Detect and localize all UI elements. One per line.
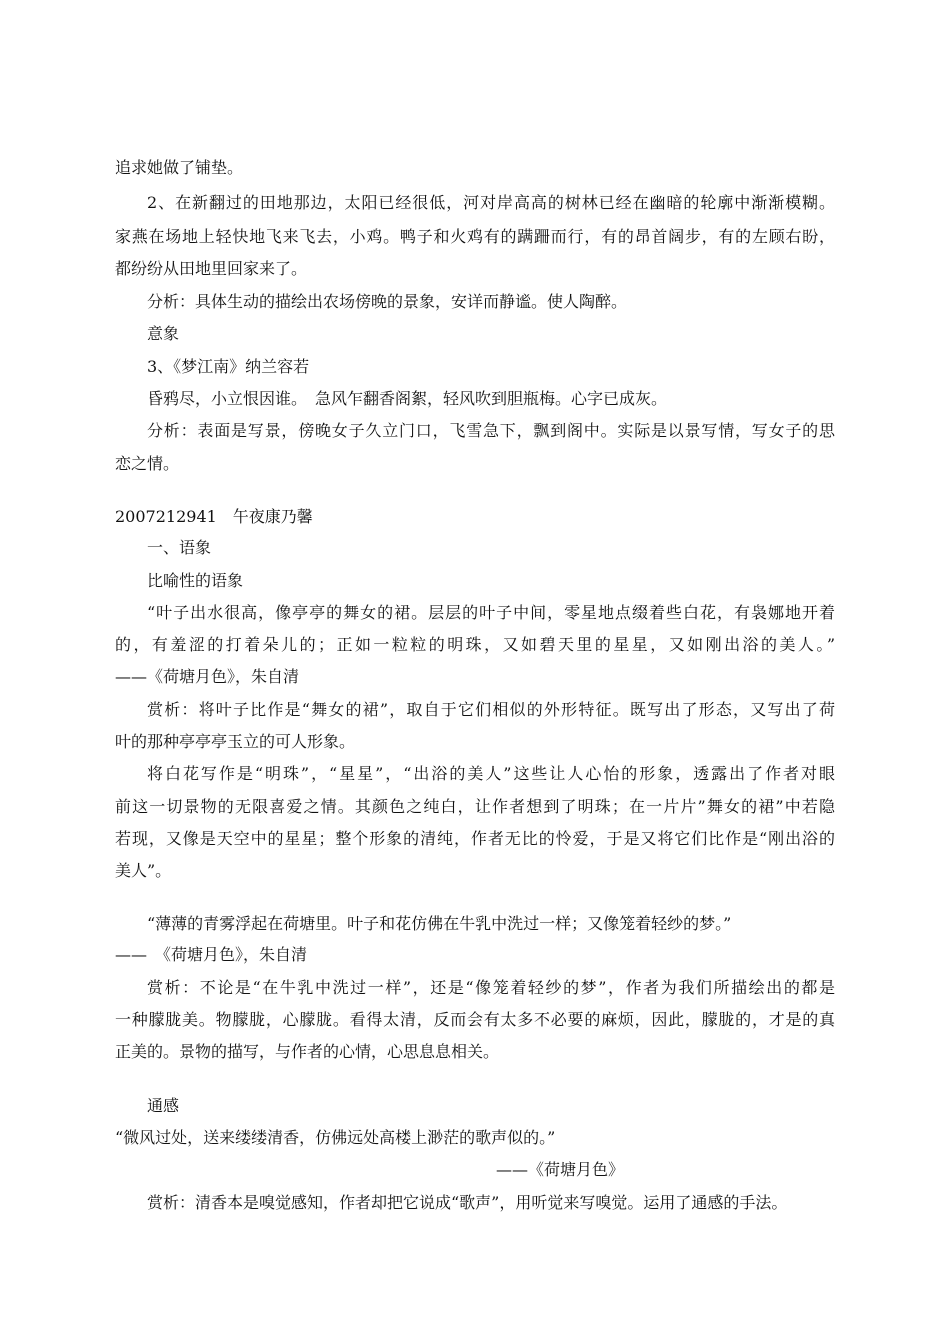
text-line: 一种朦胧美。物朦胧，心朦胧。看得太清，反而会有太多不必要的麻烦，因此，朦胧的，才是的真 xyxy=(115,1010,835,1029)
text-line: 若现，又像是天空中的星星；整个形象的清纯，作者无比的怜爱，于是又将它们比作是“刚出浴的 xyxy=(115,829,835,848)
subsection-heading: 通感 xyxy=(147,1096,180,1115)
subsection-heading: 比喻性的语象 xyxy=(147,571,244,590)
text-line: 追求她做了铺垫。 xyxy=(115,158,244,177)
poem-text: 昏鸦尽，小立恨因谁。 急风乍翻香阁絮，轻风吹到胆瓶梅。心字已成灰。 xyxy=(147,389,668,408)
author-heading: 2007212941 午夜康乃馨 xyxy=(115,507,313,526)
appreciation-line: 赏析：不论是“在牛乳中洗过一样”，还是“像笼着轻纱的梦”，作者为我们所描绘出的都是 xyxy=(147,978,835,997)
quote-line: 的，有羞涩的打着朵儿的；正如一粒粒的明珠，又如碧天里的星星，又如刚出浴的美人。” xyxy=(115,635,835,654)
section-heading: 一、语象 xyxy=(147,538,212,557)
quote-line: “薄薄的青雾浮起在荷塘里。叶子和花仿佛在牛乳中洗过一样；又像笼着轻纱的梦。” xyxy=(147,914,732,933)
text-line: 叶的那种亭亭亭玉立的可人形象。 xyxy=(115,732,356,751)
paragraph-line: 将白花写作是“明珠”，“星星”，“出浴的美人”这些让人心怡的形象，透露出了作者对眼 xyxy=(147,764,835,783)
text-line: 恋之情。 xyxy=(115,454,180,473)
quote-source: ——《荷塘月色》，朱自清 xyxy=(115,667,300,686)
appreciation-line: 赏析：将叶子比作是“舞女的裙”，取自于它们相似的外形特征。既写出了形态，又写出了荷 xyxy=(147,700,835,719)
poem-title: 3、《梦江南》纳兰容若 xyxy=(147,357,310,376)
text-line: 正美的。景物的描写，与作者的心情，心思息息相关。 xyxy=(115,1042,500,1061)
text-line: 家燕在场地上轻快地飞来飞去，小鸡。鸭子和火鸡有的蹒跚而行，有的昂首阔步，有的左顾右盼， xyxy=(115,227,835,246)
text-line: 都纷纷从田地里回家来了。 xyxy=(115,259,308,278)
quote-source: ——《荷塘月色》 xyxy=(496,1160,625,1179)
text-line: 美人”。 xyxy=(115,861,172,880)
section-heading: 意象 xyxy=(147,324,180,343)
quote-source: —— 《荷塘月色》，朱自清 xyxy=(115,945,308,964)
analysis-line: 分析：表面是写景，傍晚女子久立门口，飞雪急下，飘到阁中。实际是以景写情，写女子的思 xyxy=(147,421,835,440)
appreciation-line: 赏析：清香本是嗅觉感知，作者却把它说成“歌声”，用听觉来写嗅觉。运用了通感的手法。 xyxy=(147,1193,788,1212)
text-line: 前这一切景物的无限喜爱之情。其颜色之纯白，让作者想到了明珠；在一片片”舞女的裙”中若隐 xyxy=(115,797,835,816)
quote-line: “叶子出水很高，像亭亭的舞女的裙。层层的叶子中间，零星地点缀着些白花，有袅娜地开着 xyxy=(147,603,835,622)
quote-line: “微风过处，送来缕缕清香，仿佛远处高楼上渺茫的歌声似的。” xyxy=(115,1128,556,1147)
paragraph-line: 2、在新翻过的田地那边，太阳已经很低，河对岸高高的树林已经在幽暗的轮廓中渐渐模糊。 xyxy=(147,193,835,212)
analysis-line: 分析：具体生动的描绘出农场傍晚的景象，安详而静谧。使人陶醉。 xyxy=(147,292,628,311)
